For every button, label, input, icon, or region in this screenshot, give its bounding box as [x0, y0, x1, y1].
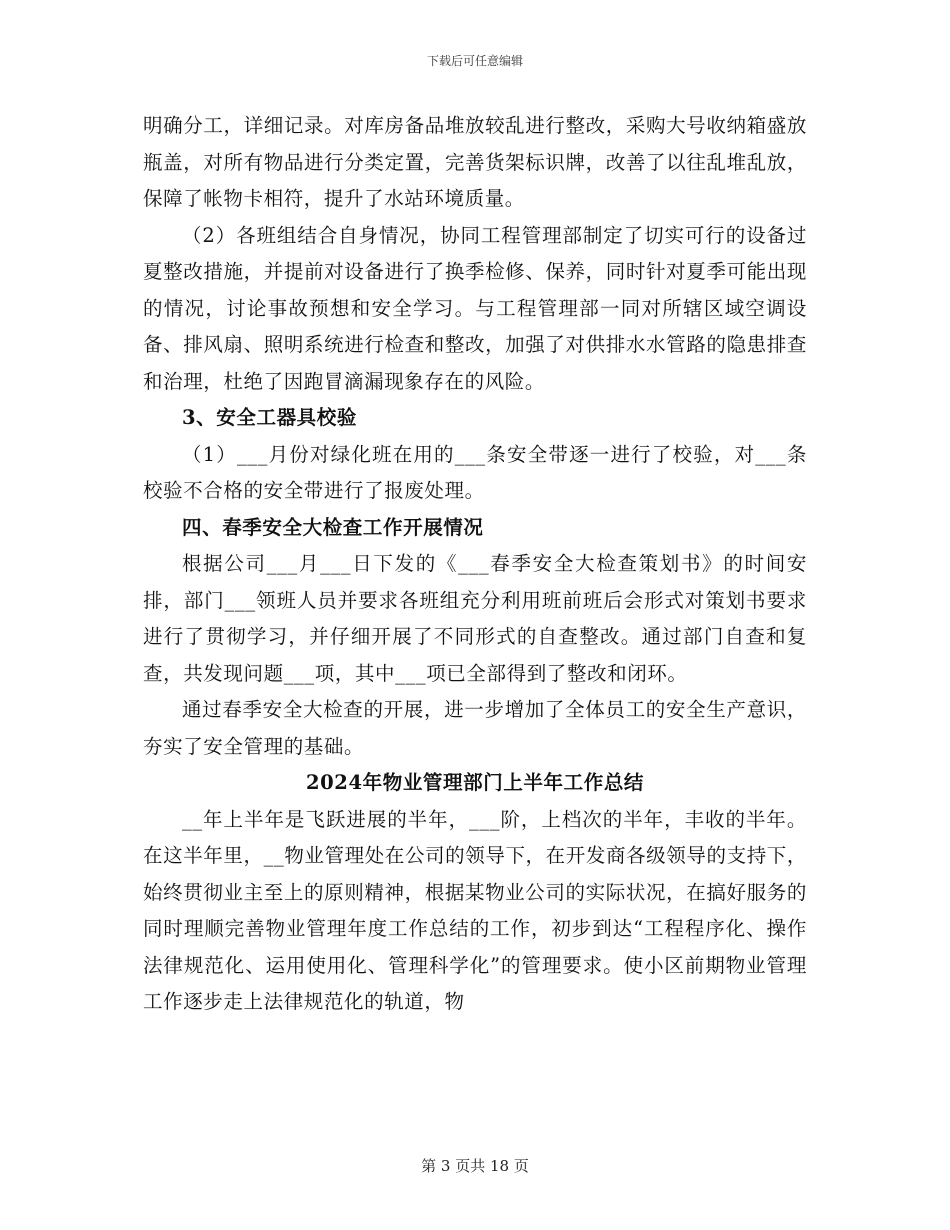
document-body: [143, 108, 807, 1021]
section-heading-tool-inspection: 3、安全工器具校验: [182, 406, 357, 429]
section-heading-spring-inspection: 四、春季安全大检查工作开展情况: [182, 515, 484, 539]
document-title: 2024年物业管理部门上半年工作总结: [305, 771, 645, 794]
paragraph-spring-inspection-plan: 根据公司___月___日下发的《___春季安全大检查策划书》的时间安排，部门___领班人员并要求各班组充分利用班前班后会形式对策划书要求进行了贯彻学习，并仔细开展了不同形式的自查整改。通过部门自查和复查，共发现问题___项，其中___项已全部得到了整改和闭环。: [143, 552, 807, 685]
paragraph-storage-rectification: 明确分工，详细记录。对库房备品堆放较乱进行整改，采购大号收纳箱盛放瓶盖，对所有物品进行分类定置，完善货架标识牌，改善了以往乱堆乱放，保障了帐物卡相符，提升了水站环境质量。: [143, 114, 807, 210]
paragraph-spring-inspection-result: 通过春季安全大检查的开展，进一步增加了全体员工的安全生产意识，夯实了安全管理的基础。: [143, 698, 807, 758]
page-footer: 第 3 页共 18 页: [421, 1157, 529, 1175]
paragraph-half-year-summary: __年上半年是飞跃进展的半年，___阶，上档次的半年，丰收的半年。在这半年里，__物业管理处在公司的领导下，在开发商各级领导的支持下，始终贯彻业主至上的原则精神，根据某物业公司的实际状况，在搞好服务的同时理顺完善物业管理年度工作总结的工作，初步到达“工程程序化、操作法律规范化、运用使用化、管理科学化”的管理要求。使小区前期物业管理工作逐步走上法律规范化的轨道，物: [143, 807, 807, 1013]
paragraph-safety-belt-inspection: （1）___月份对绿化班在用的___条安全带逐一进行了校验，对___条校验不合格的安全带进行了报废处理。: [143, 442, 807, 502]
paragraph-summer-equipment: （2）各班组结合自身情况，协同工程管理部制定了切实可行的设备过夏整改措施，并提前对设备进行了换季检修、保养，同时针对夏季可能出现的情况，讨论事故预想和安全学习。与工程管理部一同对所辖区域空调设备、排风扇、照明系统进行检查和整改，加强了对供排水水管路的隐患排查和治理，杜绝了因跑冒滴漏现象存在的风险。: [143, 223, 807, 393]
page-header: 下载后可任意编辑: [426, 54, 523, 68]
